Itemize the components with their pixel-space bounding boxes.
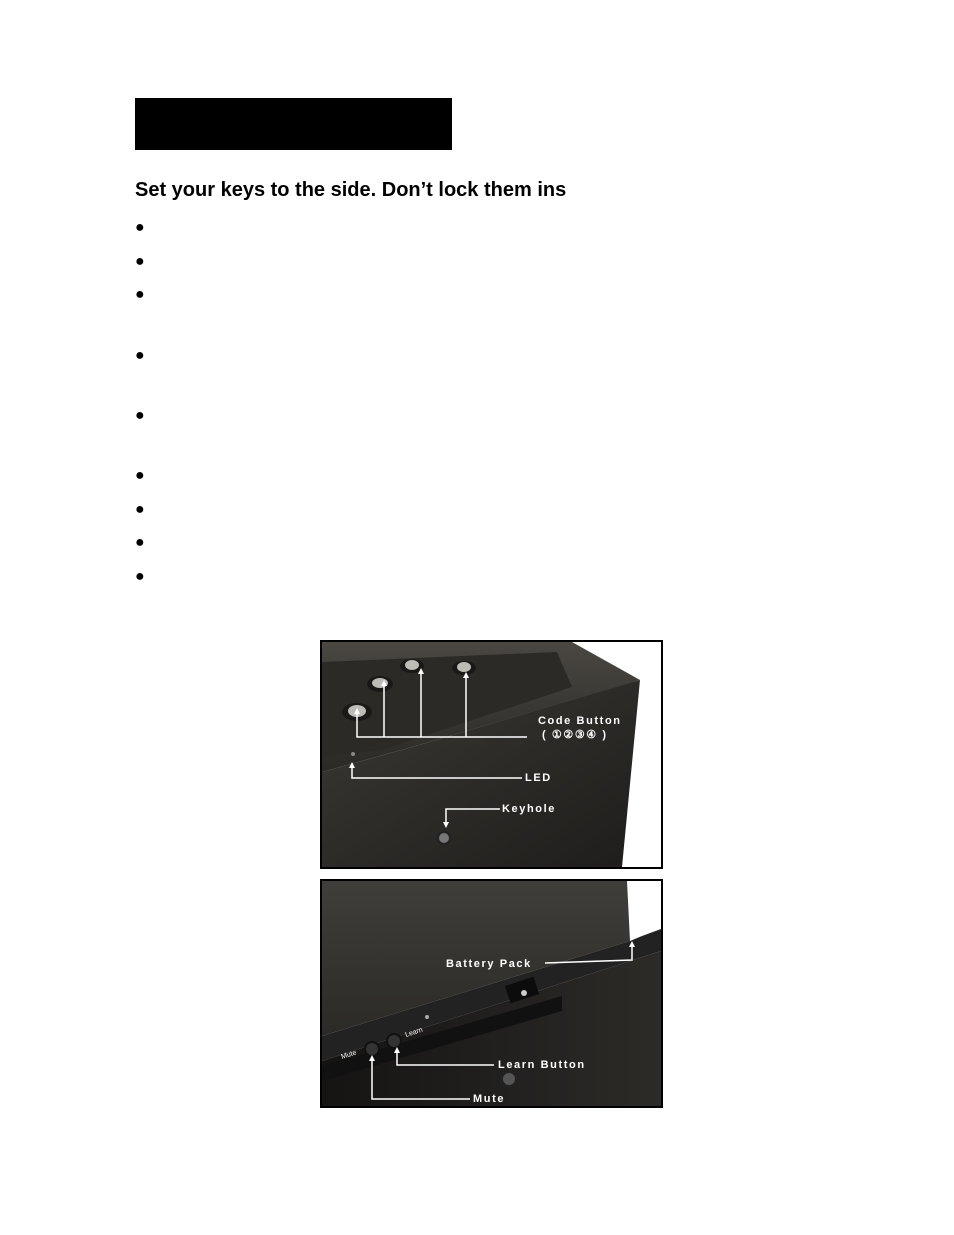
lower-keyhole-icon: [502, 1072, 516, 1086]
bullet-7: ●: [135, 501, 145, 518]
bullet-5: ●: [135, 407, 145, 424]
mute-button-icon: [365, 1042, 379, 1056]
page-heading: Set your keys to the side. Don’t lock them ins: [135, 179, 567, 201]
panel-learn-text: Learn: [404, 1026, 424, 1039]
safe-keypad-photo: [320, 640, 663, 869]
mute-label: Mute: [473, 1093, 506, 1105]
bullet-3: ●: [135, 286, 145, 303]
bullet-4: ●: [135, 347, 145, 364]
learn-button-icon: [387, 1034, 401, 1048]
safe-keypad-illustration: [322, 642, 661, 867]
bullet-2: ●: [135, 253, 145, 270]
keyhole-icon: [438, 832, 450, 844]
battery-pack-label: Battery Pack: [446, 958, 532, 970]
learn-button-label: Learn Button: [498, 1059, 586, 1071]
keyhole-label: Keyhole: [502, 803, 556, 815]
safe-interior-illustration: [322, 881, 661, 1106]
code-button-label: Code Button: [538, 715, 622, 727]
panel-mute-text: Mute: [340, 1049, 358, 1061]
safe-interior-photo: [320, 879, 663, 1108]
panel-led-icon: [425, 1015, 429, 1019]
bullet-9: ●: [135, 568, 145, 585]
code-button-digits: ( ①②③④ ): [542, 729, 608, 741]
bullet-8: ●: [135, 534, 145, 551]
bullet-1: ●: [135, 219, 145, 236]
bullet-list: [135, 0, 835, 600]
led-label: LED: [525, 772, 552, 784]
bullet-6: ●: [135, 467, 145, 484]
led-icon: [351, 752, 355, 756]
